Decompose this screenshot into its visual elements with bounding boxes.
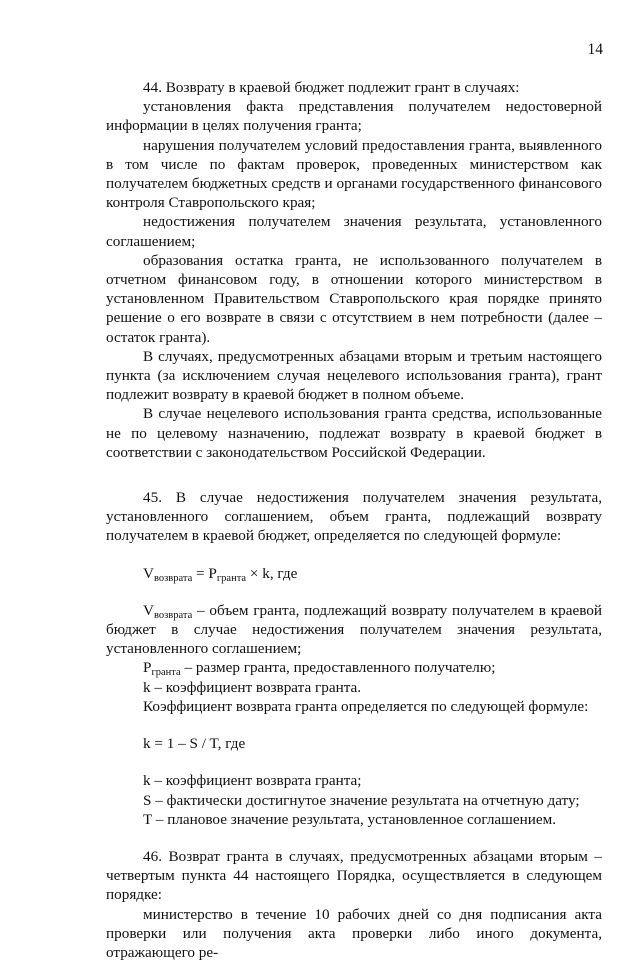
document-body [106, 78, 602, 962]
coefficient-intro: Коэффициент возврата гранта определяется по следующей формуле: [143, 697, 589, 715]
definition-t: T – плановое значение результата, установленное соглашением. [143, 810, 556, 828]
paragraph-44-case-3: недостижения получателем значения результата, установленного соглашением; [106, 213, 602, 250]
paragraph-46-ministry: министерство в течение 10 рабочих дней со дня подписания акта проверки или получения акта проверки либо иного документа, отражающего ре- [106, 905, 602, 961]
formula-p-symbol: P [208, 564, 217, 582]
definition-v-text: – объем гранта, подлежащий возврату получателем в краевой бюджет в случае недостижения получателем значения результата, установленного соглашением; [106, 601, 602, 658]
formula-v-subscript: возврата [153, 572, 193, 584]
formula-coefficient: k = 1 – S / T, где [143, 735, 246, 753]
definition-k-2: k – коэффициент возврата гранта; [143, 772, 362, 790]
definition-p-subscript: гранта [151, 667, 181, 679]
page-number: 14 [587, 41, 603, 58]
formula-rest: × k, где [246, 564, 298, 582]
definition-v [106, 601, 602, 659]
definition-p [106, 658, 602, 677]
paragraph-46: 46. Возврат гранта в случаях, предусмотренных абзацами вторым – четвертым пункта 44 настоящего Порядка, осуществляется в следующем порядке: [106, 847, 602, 904]
formula-p-subscript: гранта [216, 572, 247, 584]
paragraph-44-full-return: В случаях, предусмотренных абзацами вторым и третьим настоящего пункта (за исключением случая нецелевого использования гранта), грант подлежит возврату в краевой бюджет в полном объеме. [106, 347, 602, 404]
paragraph-44-case-1: установления факта представления получателем недостоверной информации в целях получения гранта; [106, 98, 602, 135]
definition-v-subscript: возврата [153, 609, 193, 621]
definition-p-text: – размер гранта, предоставленного получателю; [180, 659, 496, 677]
paragraph-45: 45. В случае недостижения получателем значения результата, установленного соглашением, объем гранта, подлежащий возврату получателем в краевой бюджет, определяется по следующей формуле: [106, 489, 602, 545]
definition-s: S – фактически достигнутое значение результата на отчетную дату; [143, 791, 580, 809]
paragraph-44-misuse: В случае нецелевого использования гранта средства, использованные не по целевому назначению, подлежат возврату в краевой бюджет в соответствии с законодательством Российской Федерации. [106, 405, 602, 461]
paragraph-44-case-2: нарушения получателем условий предоставления гранта, выявленного в том числе по фактам проверок, проведенных министерством как получателем бюджетных средств и органами государственного финансового контроля Ставропольского края; [106, 136, 602, 212]
paragraph-44-heading: 44. Возврату в краевой бюджет подлежит грант в случаях: [143, 79, 520, 96]
definition-v-symbol: V [143, 601, 154, 619]
definition-p-symbol: P [143, 659, 152, 677]
formula-v-symbol: V [143, 564, 154, 582]
formula-equals: = [192, 564, 209, 582]
formula-return-volume [106, 564, 602, 583]
definition-k: k – коэффициент возврата гранта. [143, 678, 362, 696]
paragraph-44-case-4: образования остатка гранта, не использованного получателем в отчетном финансовом году, в отношении которого министерством в установленном Правительством Ставропольского края порядке принято решение о его возврате в связи с отсутствием в нем потребности (далее – остаток гранта). [106, 251, 602, 346]
